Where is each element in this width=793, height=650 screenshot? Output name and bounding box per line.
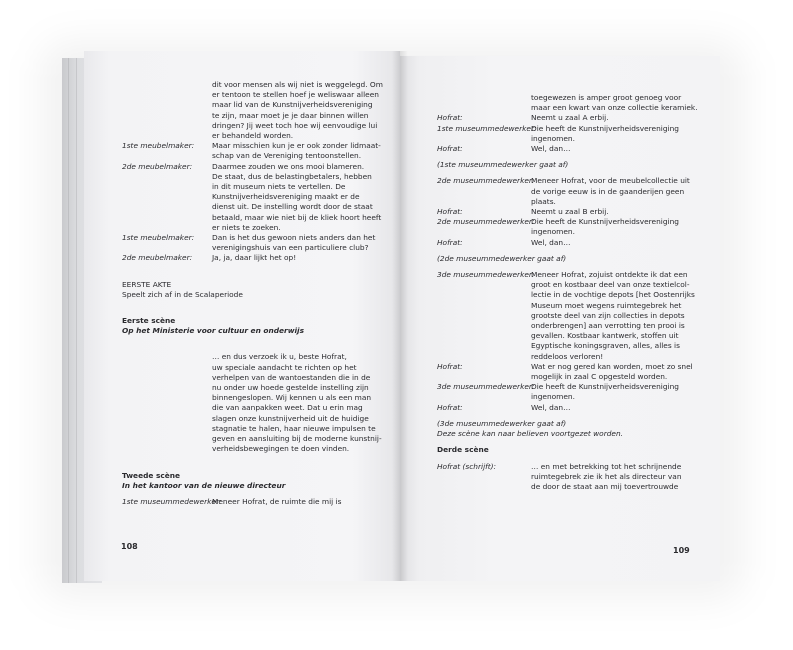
speaker-label: 2de museummedewerker: [437,176,535,186]
text-line: die van aanpakken weet. Dat u erin mag [212,403,363,413]
dialogue-entry [437,113,707,123]
left-page-text [122,80,382,507]
text-line: er niets te zoeken. [212,222,281,232]
dialogue-entry [437,176,707,207]
dialogue-entry [437,217,707,237]
dialogue-entry [122,253,382,263]
text-line: ingenomen. [531,227,575,237]
speaker-label: Hofrat: [437,207,463,217]
text-line: EERSTE AKTE [122,279,172,289]
text-line: Speelt zich af in de Scalaperiode [122,289,243,299]
text-line: Die heeft de Kunstnijverheidsvereniging [531,217,679,227]
text-line: … en dus verzoek ik u, beste Hofrat, [212,352,347,362]
text-line: slagen onze kunstnijverheid uit de huidige [212,413,369,423]
text-line: in dit museum niets te vertellen. De [212,182,346,192]
text-line: Meneer Hofrat, zojuist ontdekte ik dat een [531,270,688,280]
text-line: schap van de Vereniging tentoonstellen. [212,151,362,161]
text-line: Egyptische koningsgraven, alles, alles is [531,341,680,351]
text-line: maar lid van de Kunstnijverheidsvereniging [212,100,373,110]
text-line: reddeloos verloren! [531,351,604,361]
text-line: binnengeslopen. Wij kennen u als een man [212,393,372,403]
text-line: (1ste museummedewerker gaat af) [437,160,569,170]
text-line: Deze scène kan naar believen voortgezet worden. [437,429,624,439]
text-line: verheidsbewegingen te doen vinden. [212,444,350,454]
text-line: ingenomen. [531,133,575,143]
text-line: Wel, dan… [531,402,571,412]
text-line: dit voor mensen als wij niet is weggelegd. Om [212,80,383,89]
text-line: maar een kwart van onze collectie keramiek. [531,103,698,113]
dialogue-entry [122,497,382,507]
text-line: Meneer Hofrat, de ruimte die mij is [212,496,342,506]
dialogue-entry [437,382,707,402]
text-line: ruimtegebrek zie ik het als directeur van [531,471,682,481]
text-line: nu onder uw hoede gestelde instelling zijn [212,383,369,393]
dialogue-entry [437,270,707,362]
speaker-label: 2de museummedewerker: [437,217,535,227]
spacer [122,264,382,280]
spacer [122,336,382,352]
right-page-number: 109 [673,546,690,555]
text-line: lectie in de vochtige depots [het Oostenrijks [531,290,695,300]
text-line: Op het Ministerie voor cultuur en onderwijs [122,326,304,336]
text-line: dringen? Jij weet toch hoe wij eenvoudige lui [212,120,378,130]
speaker-label: Hofrat (schrijft): [437,461,496,471]
text-line: Wat er nog gered kan worden, moet zo snel [531,361,693,371]
text-line: groot en kostbaar deel van onze textielcol- [531,280,690,290]
dialogue-entry [437,238,707,248]
speaker-label: 3de museummedewerker: [437,270,535,280]
text-line: … en met betrekking tot het schrijnende [531,461,682,471]
text-line: plaats. [531,196,556,206]
dialogue-entry [437,462,707,493]
text-line: (2de museummedewerker gaat af) [437,253,567,263]
text-line: Eerste scène [122,316,176,326]
text-line: gevallen. Kostbaar kantwerk, stoffen uit [531,331,679,341]
text-line: de vorige eeuw is in de gaanderijen geen [531,186,685,196]
dialogue-entry [437,144,707,154]
text-line: betaald, maar wie niet bij de kliek hoort heeft [212,212,382,222]
text-line: dienst uit. De instelling wordt door de staat [212,202,373,212]
speaker-label: Hofrat: [437,144,463,154]
speaker-label: Hofrat: [437,113,463,123]
text-line: (3de museummedewerker gaat af) [437,418,567,428]
text-line: Neemt u zaal B erbij. [531,207,609,217]
text-line: er tentoon te stellen hoef je weliswaar alleen [212,90,379,100]
dialogue-entry [437,207,707,217]
dialogue-entry [437,362,707,382]
text-line: Museum moet wegens ruimtegebrek het [531,300,682,310]
text-line: onderbrengen] aan verrotting ten prooi is [531,321,685,331]
text-line: stagnatie te halen, haar nieuwe impulsen te [212,423,376,433]
text-line: Dan is het dus gewoon niets anders dan het [212,233,376,243]
text-line: Tweede scène [122,470,181,480]
text-line: de door de staat aan mij toevertrouwde [531,481,679,491]
text-line: Derde scène [437,445,489,455]
left-page-number: 108 [121,542,138,551]
speaker-label: 3de museummedewerker: [437,382,535,392]
text-line: ingenomen. [531,392,575,402]
text-line: Kunstnijverheidsvereniging maakt er de [212,192,360,202]
text-line: In het kantoor van de nieuwe directeur [122,480,286,490]
text-line: Wel, dan… [531,144,571,154]
text-line: mogelijk in zaal C opgesteld worden. [531,372,668,382]
text-line: Meneer Hofrat, voor de meubelcollectie uit [531,176,690,186]
text-line: uw speciale aandacht te richten op het [212,362,357,372]
text-line: Die heeft de Kunstnijverheidsvereniging [531,382,679,392]
speaker-label: 1ste museummedewerker: [122,496,222,506]
text-line: verenigingshuis van een particuliere club? [212,243,369,253]
dialogue-entry [122,141,382,161]
text-line: De staat, dus de belastingbetalers, hebben [212,171,372,181]
right-page-text [437,93,707,492]
text-line: Maar misschien kun je er ook zonder lidmaat- [212,141,381,151]
speaker-label: 1ste museummedewerker: [437,123,537,133]
dialogue-entry [437,124,707,144]
spacer [122,300,382,316]
text-line: Neemt u zaal A erbij. [531,113,609,123]
spacer [122,455,382,471]
speaker-label: 1ste meubelmaker: [122,141,195,151]
text-line: te zijn, maar moet je je daar binnen willen [212,110,369,120]
speaker-label: Hofrat: [437,361,463,371]
speaker-label: 2de meubelmaker: [122,253,193,263]
text-line: er behandeld worden. [212,131,294,141]
speaker-label: Hofrat: [437,237,463,247]
text-line: verhelpen van de wantoestanden die in de [212,372,371,382]
text-line: Ja, ja, daar lijkt het op! [212,253,297,263]
text-line: geven en aansluiting bij de moderne kunstnij- [212,434,382,444]
speaker-label: 1ste meubelmaker: [122,233,195,243]
text-line: Daarmee zouden we ons mooi blameren. [212,161,365,171]
text-line: toegewezen is amper groot genoeg voor [531,93,682,102]
dialogue-entry [122,162,382,233]
text-line: Wel, dan… [531,237,571,247]
speaker-label: 2de meubelmaker: [122,161,193,171]
dialogue-entry [437,403,707,413]
text-line: Die heeft de Kunstnijverheidsvereniging [531,123,679,133]
speaker-label: Hofrat: [437,402,463,412]
dialogue-entry [122,233,382,253]
text-line: grootste deel van zijn collecties in depots [531,310,685,320]
book-gutter [392,51,408,581]
